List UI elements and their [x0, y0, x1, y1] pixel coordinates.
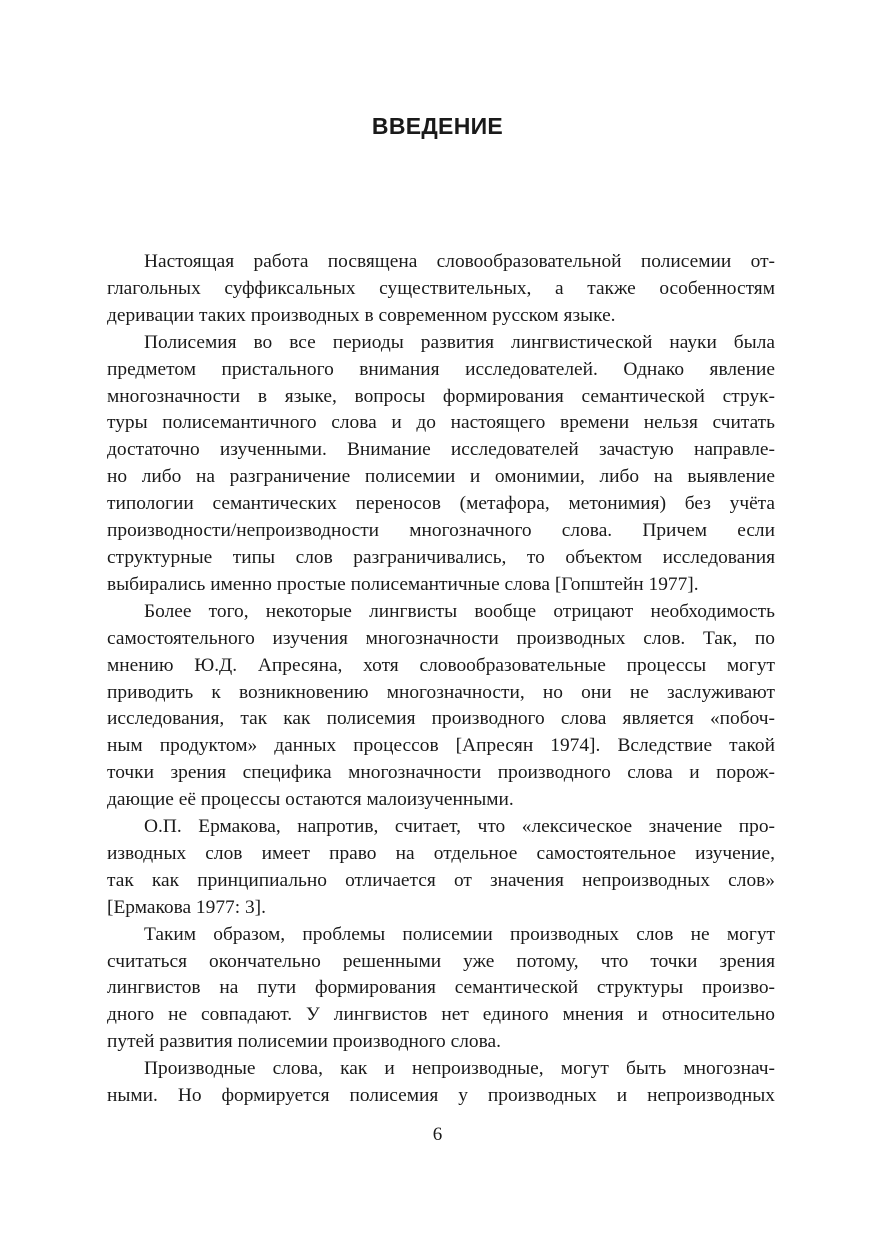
text-line: самостоятельного изучения многозначности производных слов. Так, по [107, 627, 775, 649]
page-title: ВВЕДЕНИЕ [371, 113, 504, 139]
text-line: так как принципиально отличается от значения непроизводных слов» [107, 869, 775, 891]
text-line: Производные слова, как и непроизводные, могут быть многознач- [144, 1058, 775, 1080]
text-line: Таким образом, проблемы полисемии производных слов не могут [144, 923, 775, 945]
text-line: мнению Ю.Д. Апресяна, хотя словообразовательные процессы могут [107, 654, 775, 676]
text-line: Более того, некоторые лингвисты вообще отрицают необходимость [144, 600, 775, 622]
text-line: типологии семантических переносов (метафора, метонимия) без учёта [107, 493, 775, 515]
paragraph [107, 249, 775, 330]
text-line: считаться окончательно решенными уже потому, что точки зрения [107, 950, 775, 972]
text-line: деривации таких производных в современном русском языке. [107, 304, 616, 326]
text-line: изводных слов имеет право на отдельное самостоятельное изучение, [107, 842, 775, 864]
text-line: выбирались именно простые полисемантичные слова [Гопштейн 1977]. [107, 573, 699, 595]
text-line: приводить к возникновению многозначности, но они не заслуживают [107, 681, 775, 703]
text-line: Полисемия во все периоды развития лингвистической науки была [144, 331, 775, 353]
text-line: но либо на разграничение полисемии и омонимии, либо на выявление [107, 466, 775, 488]
paragraph [107, 599, 775, 814]
text-line: структурные типы слов разграничивались, то объектом исследования [107, 546, 775, 568]
body-text [107, 249, 775, 1110]
text-line: О.П. Ермакова, напротив, считает, что «лексическое значение про- [144, 816, 775, 838]
text-line: дного не совпадают. У лингвистов нет единого мнения и относительно [107, 1004, 775, 1026]
text-line: Настоящая работа посвящена словообразовательной полисемии от- [144, 251, 775, 272]
paragraph [107, 1056, 775, 1110]
text-line: многозначности в языке, вопросы формирования семантической струк- [107, 385, 775, 407]
text-line: туры полисемантичного слова и до настоящего времени нельзя считать [107, 412, 775, 434]
text-line: точки зрения специфика многозначности производного слова и порож- [107, 762, 775, 784]
page-number: 6 [432, 1124, 443, 1145]
text-line: ным продуктом» данных процессов [Апресян 1974]. Вследствие такой [107, 735, 775, 757]
text-line: исследования, так как полисемия производного слова является «побоч- [107, 708, 775, 730]
text-line: достаточно изученными. Внимание исследователей зачастую направле- [107, 439, 775, 461]
text-line: [Ермакова 1977: 3]. [107, 896, 266, 918]
text-line: дающие её процессы остаются малоизученными. [107, 789, 514, 811]
text-line: лингвистов на пути формирования семантической структуры произво- [107, 977, 775, 999]
text-line: производности/непроизводности многозначного слова. Причем если [107, 520, 775, 542]
paragraph [107, 922, 775, 1057]
paragraph [107, 814, 775, 922]
text-line: ными. Но формируется полисемия у производных и непроизводных [107, 1085, 775, 1107]
text-line: путей развития полисемии производного слова. [107, 1031, 501, 1053]
text-line: предметом пристального внимания исследователей. Однако явление [107, 358, 775, 380]
paragraph [107, 330, 775, 599]
text-line: глагольных суффиксальных существительных, а также особенностям [107, 277, 775, 299]
